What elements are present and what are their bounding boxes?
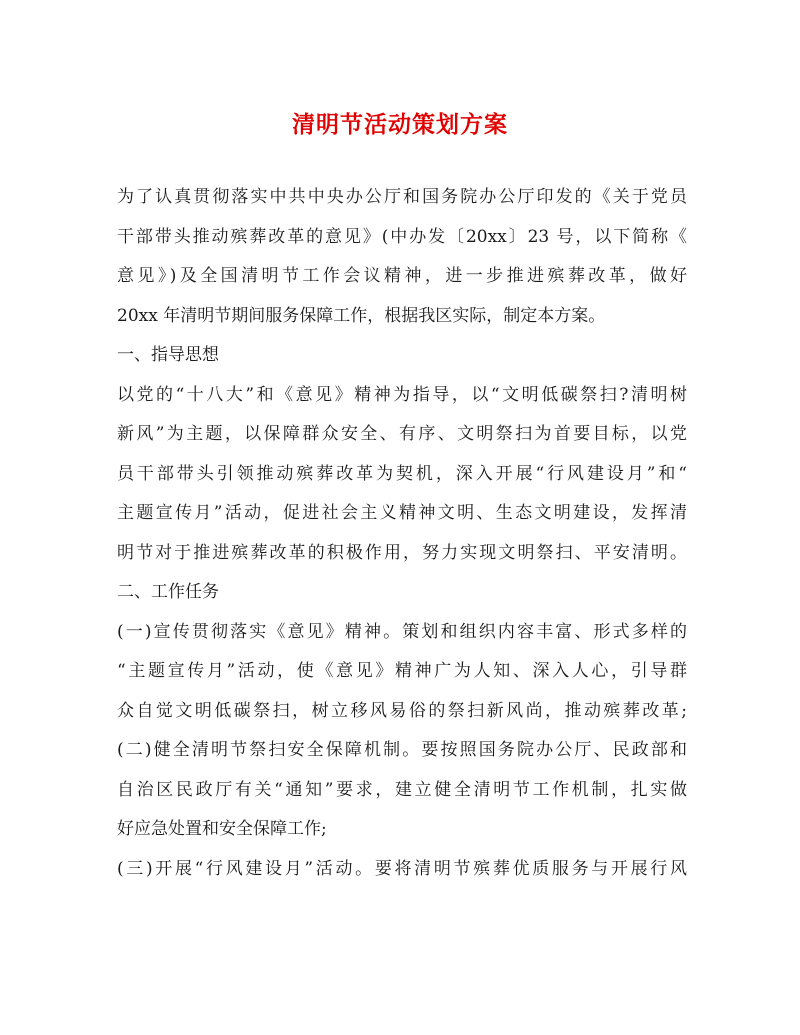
body-line: 自治区民政厅有关“通知”要求，建立健全清明节工作机制，扎实做 — [117, 779, 687, 800]
body-line: 为了认真贯彻落实中共中央办公厅和国务院办公厅印发的《关于党员 — [117, 187, 687, 207]
section-heading: 一、指导思想 — [117, 345, 219, 365]
body-line: 明节对于推进殡葬改革的积极作用，努力实现文明祭扫、平安清明。 — [117, 542, 687, 563]
section-heading: 二、工作任务 — [117, 582, 219, 602]
body-line: (二)健全清明节祭扫安全保障机制。要按照国务院办公厅、民政部和 — [117, 740, 687, 760]
body-line: “主题宣传月”活动，使《意见》精神广为人知、深入人心，引导群 — [117, 661, 687, 681]
body-line: 新风”为主题，以保障群众安全、有序、文明祭扫为首要目标，以党 — [117, 424, 687, 444]
document-body — [117, 178, 687, 889]
body-line: 好应急处置和安全保障工作; — [117, 819, 327, 839]
body-line: 主题宣传月”活动，促进社会主义精神文明、生态文明建设，发挥清 — [117, 503, 687, 523]
body-line: (一)宣传贯彻落实《意见》精神。策划和组织内容丰富、形式多样的 — [117, 621, 687, 642]
body-line: 众自觉文明低碳祭扫，树立移风易俗的祭扫新风尚，推动殡葬改革; — [117, 700, 687, 721]
body-line: (三)开展“行风建设月”活动。要将清明节殡葬优质服务与开展行风 — [117, 858, 687, 879]
body-line: 干部带头推动殡葬改革的意见》(中办发〔20xx〕23 号，以下简称《 — [117, 226, 687, 247]
body-line: 员干部带头引领推动殡葬改革为契机，深入开展“行风建设月”和“ — [117, 463, 687, 484]
body-line: 以党的“十八大”和《意见》精神为指导，以“文明低碳祭扫?清明树 — [117, 384, 687, 405]
body-line: 意见》)及全国清明节工作会议精神，进一步推进殡葬改革，做好 — [117, 266, 687, 286]
body-line: 20xx 年清明节期间服务保障工作，根据我区实际，制定本方案。 — [117, 305, 606, 326]
document-title: 清明节活动策划方案 — [292, 111, 508, 138]
